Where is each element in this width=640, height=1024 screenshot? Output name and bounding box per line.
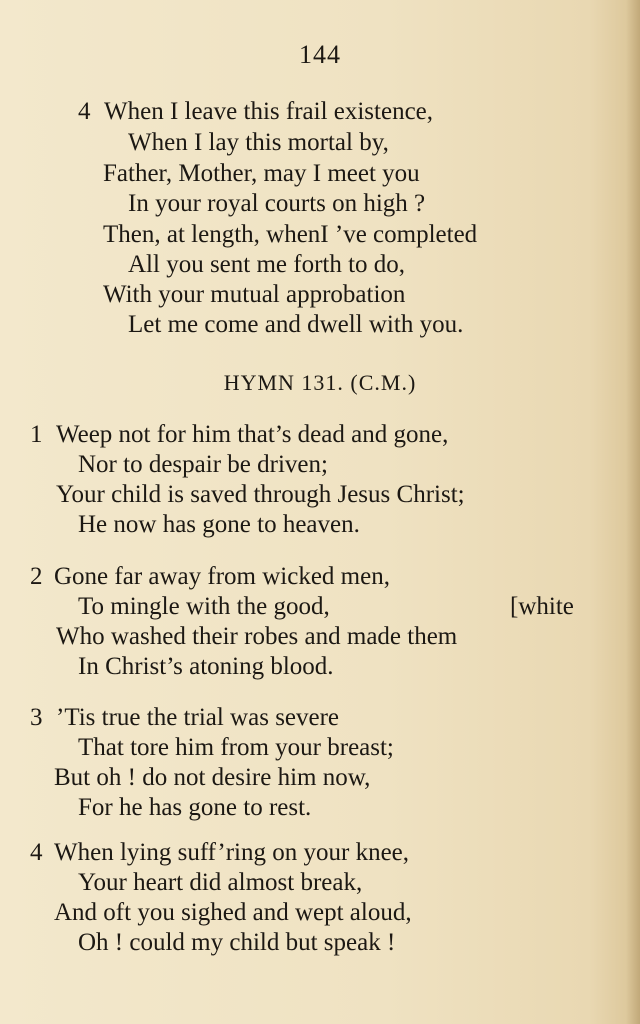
verse-line: In your royal courts on high ? [128, 190, 426, 217]
verse-line: Let me come and dwell with you. [128, 311, 464, 338]
stanza-line: ’Tis true the trial was severe [56, 704, 340, 731]
verse-line: When I leave this frail existence, [104, 98, 434, 125]
verse-line: Father, Mother, may I meet you [103, 160, 420, 187]
stanza-line: For he has gone to rest. [78, 794, 312, 821]
stanza-line: In Christ’s atoning blood. [78, 653, 334, 680]
verse-line: All you sent me forth to do, [128, 251, 406, 278]
stanza-number: 3 [30, 704, 43, 731]
stanza-line: But oh ! do not desire him now, [54, 764, 371, 791]
stanza-line: When lying suff’ring on your knee, [54, 839, 410, 866]
stanza-number: 2 [30, 563, 43, 590]
stanza-line: Your child is saved through Jesus Christ; [56, 481, 465, 508]
stanza-line: That tore him from your breast; [78, 734, 394, 761]
stanza-line: He now has gone to heaven. [78, 511, 360, 538]
stanza-line: And oft you sighed and wept aloud, [54, 899, 412, 926]
stanza-line: Who washed their robes and made them [56, 623, 458, 650]
stanza-number: 1 [30, 421, 43, 448]
verse-line: Then, at length, whenI ’ve completed [103, 221, 478, 248]
page-number: 144 [299, 40, 341, 69]
verse-line: With your mutual approbation [103, 281, 406, 308]
stanza-line: Gone far away from wicked men, [54, 563, 390, 590]
stanza-line: Oh ! could my child but speak ! [78, 929, 396, 956]
verse-line: When I lay this mortal by, [128, 129, 389, 156]
verse-number: 4 [78, 98, 91, 125]
stanza-line: Nor to despair be driven; [78, 451, 328, 478]
stanza-line: To mingle with the good, [78, 593, 330, 620]
hymn-heading: HYMN 131. (C.M.) [223, 370, 417, 395]
stanza-number: 4 [30, 839, 43, 866]
stanza-line: Weep not for him that’s dead and gone, [56, 421, 449, 448]
stanza-line: Your heart did almost break, [78, 869, 363, 896]
overflow-word: [white [510, 593, 574, 620]
